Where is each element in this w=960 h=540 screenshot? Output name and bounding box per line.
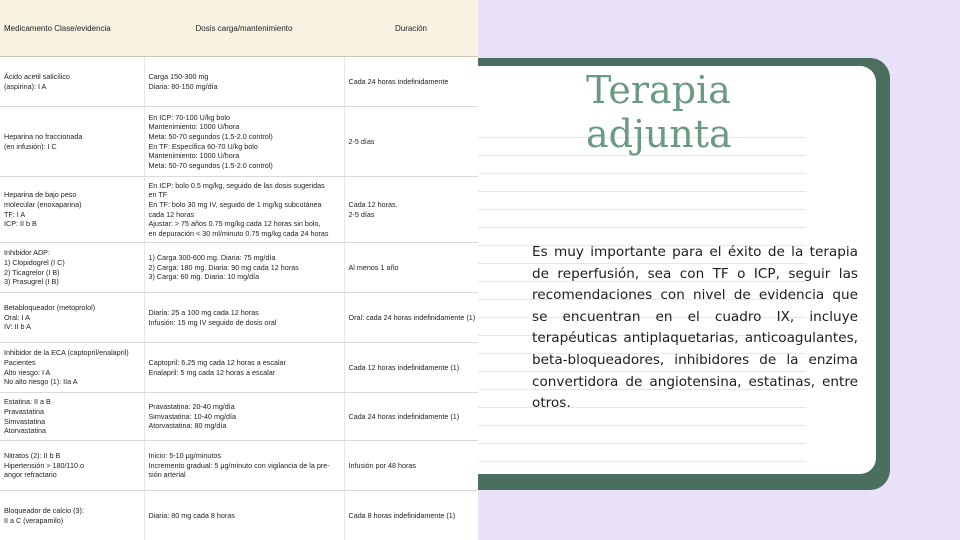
header-medication: Medicamento Clase/evidencia [0,0,144,57]
cell-line: II a C (verapamilo) [4,515,64,525]
cell-line: 1) Carga 300-600 mg. Diaria: 75 mg/día [148,253,276,263]
title-line: Terapia [586,68,731,112]
table-row [0,491,478,540]
table-row [0,293,478,343]
dose-cell [144,343,344,393]
cell-line: Meta: 50-70 segundos (1.5-2.0 control) [148,160,273,170]
cell-line: Inhibidor de la ECA (captopril/enalapril) [4,348,129,358]
cell-line: Carga 150-300 mg [148,71,209,81]
cell-line: Inhibidor ADP: [4,248,50,258]
dose-cell [144,393,344,441]
cell-line: Pravastatina [4,406,44,416]
cell-line: Cada 24 horas indefinidamente [348,76,449,86]
cell-line: Enalapril: 5 mg cada 12 horas a escalar [148,367,276,377]
title-line: adjunta [586,112,732,156]
table-header-row [0,0,478,57]
cell-line: En TF: Específica 60-70 U/kg bolo [148,141,258,151]
dose-cell [144,441,344,491]
dose-cell [144,243,344,293]
dose-cell [144,293,344,343]
cell-line: Bloqueador de calcio (3): [4,505,84,515]
cell-line: Atorvastatina [4,426,46,436]
duration-cell [344,57,478,107]
cell-line: En ICP: 70-100 U/kg bolo [148,112,231,122]
cell-line: Hipertensión > 180/110 o [4,460,84,470]
cell-line: Diaria: 80-150 mg/día [148,81,218,91]
cell-line: Ajustar: > 75 años 0.75 mg/kg cada 12 horas sin bolo, [148,219,321,229]
cell-line: Captopril: 6.25 mg cada 12 horas a escalar [148,357,286,367]
cell-line: Heparina no fraccionada [4,131,83,141]
cell-line: Heparina de bajo peso [4,190,77,200]
slide-title [586,68,786,156]
drug-cell [0,107,144,177]
cell-line: 3) Prasugrel (I B) [4,277,59,287]
cell-line: 2-5 días [348,209,375,219]
table-body [0,57,478,540]
drug-cell [0,491,144,540]
header-duration: Duración [344,0,478,57]
dose-cell [144,107,344,177]
duration-cell [344,343,478,393]
table-row [0,177,478,243]
duration-cell [344,107,478,177]
cell-line: Pravastatina: 20-40 mg/día [148,402,235,412]
cell-line: Infusión por 48 horas [348,460,417,470]
duration-cell [344,491,478,540]
cell-line: (aspirina): I A [4,81,47,91]
table-row [0,441,478,491]
drug-cell [0,177,144,243]
cell-line: Mantenimiento: 1000 U/hora [148,122,240,132]
cell-line: sión arterial [148,470,186,480]
medication-table-image [0,0,478,540]
cell-line: ICP: II b B [4,219,37,229]
dose-cell [144,177,344,243]
table-row [0,57,478,107]
cell-line: Diaria: 80 mg cada 8 horas [148,510,235,520]
cell-line: IV: II b A [4,322,31,332]
cell-line: Cada 24 horas indefinidamente (1) [348,411,460,421]
header-dose: Dosis carga/mantenimiento [144,0,344,57]
cell-line: Diaria: 25 a 100 mg cada 12 horas [148,307,259,317]
drug-cell [0,393,144,441]
cell-line: angor refractario [4,470,57,480]
table-row [0,243,478,293]
duration-cell [344,293,478,343]
cell-line: Nitratos (2): II b B [4,451,61,461]
drug-cell [0,343,144,393]
duration-cell [344,177,478,243]
cell-line: Alto riesgo: I A [4,367,51,377]
cell-line: Cada 12 horas indefinidamente (1) [348,362,460,372]
medication-table [0,0,478,540]
cell-line: Simvastatina: 10-40 mg/día [148,411,236,421]
cell-line: 2) Ticagrelor (I B) [4,267,60,277]
body-paragraph: Es muy importante para el éxito de la terapia de reperfusión, sea con TF o ICP, seguir las recomendaciones con nivel de evidencia que se encuentran en el cuadro IX, incluye terapéuticas antiplaquetarias, anticoagulantes, beta-bloqueadores, inhibidores de la enzima convertidora de angiotensina, estatinas, entre otros. [532,244,858,412]
duration-cell [344,243,478,293]
duration-cell [344,441,478,491]
cell-line: Atorvastatina: 80 mg/día [148,421,227,431]
cell-line: Cada 8 horas indefinidamente (1) [348,510,456,520]
cell-line: (en infusión): I C [4,141,57,151]
cell-line: Incremento gradual: 5 μg/minuto con vigilancia de la pre- [148,460,330,470]
table-row [0,393,478,441]
cell-line: TF: I A [4,209,26,219]
dose-cell [144,491,344,540]
cell-line: Mantenimiento: 1000 U/hora [148,151,240,161]
cell-line: Oral: I A [4,312,30,322]
duration-cell [344,393,478,441]
cell-line: en TF [148,190,168,200]
dose-cell [144,57,344,107]
cell-line: Inicio: 5-10 μg/minutos [148,451,221,461]
cell-line: cada 12 horas [148,209,195,219]
drug-cell [0,441,144,491]
cell-line: 1) Clopidogrel (I C) [4,257,65,267]
cell-line: En ICP: bolo 0.5 mg/kg, seguido de las dosis sugeridas [148,180,325,190]
cell-line: Cada 12 horas. [348,199,398,209]
cell-line: en depuración < 30 ml/minuto 0.75 mg/kg cada 24 horas [148,228,329,238]
cell-line: Pacientes [4,357,36,367]
cell-line: 2) Carga: 180 mg. Diaria: 90 mg cada 12 horas [148,262,299,272]
cell-line: En TF: bolo 30 mg IV, seguido de 1 mg/kg subcutánea [148,199,322,209]
cell-line: Al menos 1 año [348,262,399,272]
drug-cell [0,243,144,293]
cell-line: 3) Carga: 60 mg. Diaria: 10 mg/día [148,272,260,282]
cell-line: Oral: cada 24 horas indefinidamente (1) [348,312,476,322]
cell-line: Ácido acetil salicílico [4,71,70,81]
table-row [0,343,478,393]
cell-line: molecular (enoxaparina) [4,199,82,209]
drug-cell [0,57,144,107]
table-row [0,107,478,177]
cell-line: Meta: 50-70 segundos (1.5-2.0 control) [148,131,273,141]
cell-line: 2-5 días [348,136,375,146]
drug-cell [0,293,144,343]
cell-line: Estatina: II a B [4,397,51,407]
cell-line: Infusión: 15 mg IV seguido de dosis oral [148,317,277,327]
cell-line: No alto riesgo (1): IIa A [4,377,78,387]
cell-line: Simvastatina [4,416,46,426]
cell-line: Betabloqueador (metoprolol) [4,303,96,313]
